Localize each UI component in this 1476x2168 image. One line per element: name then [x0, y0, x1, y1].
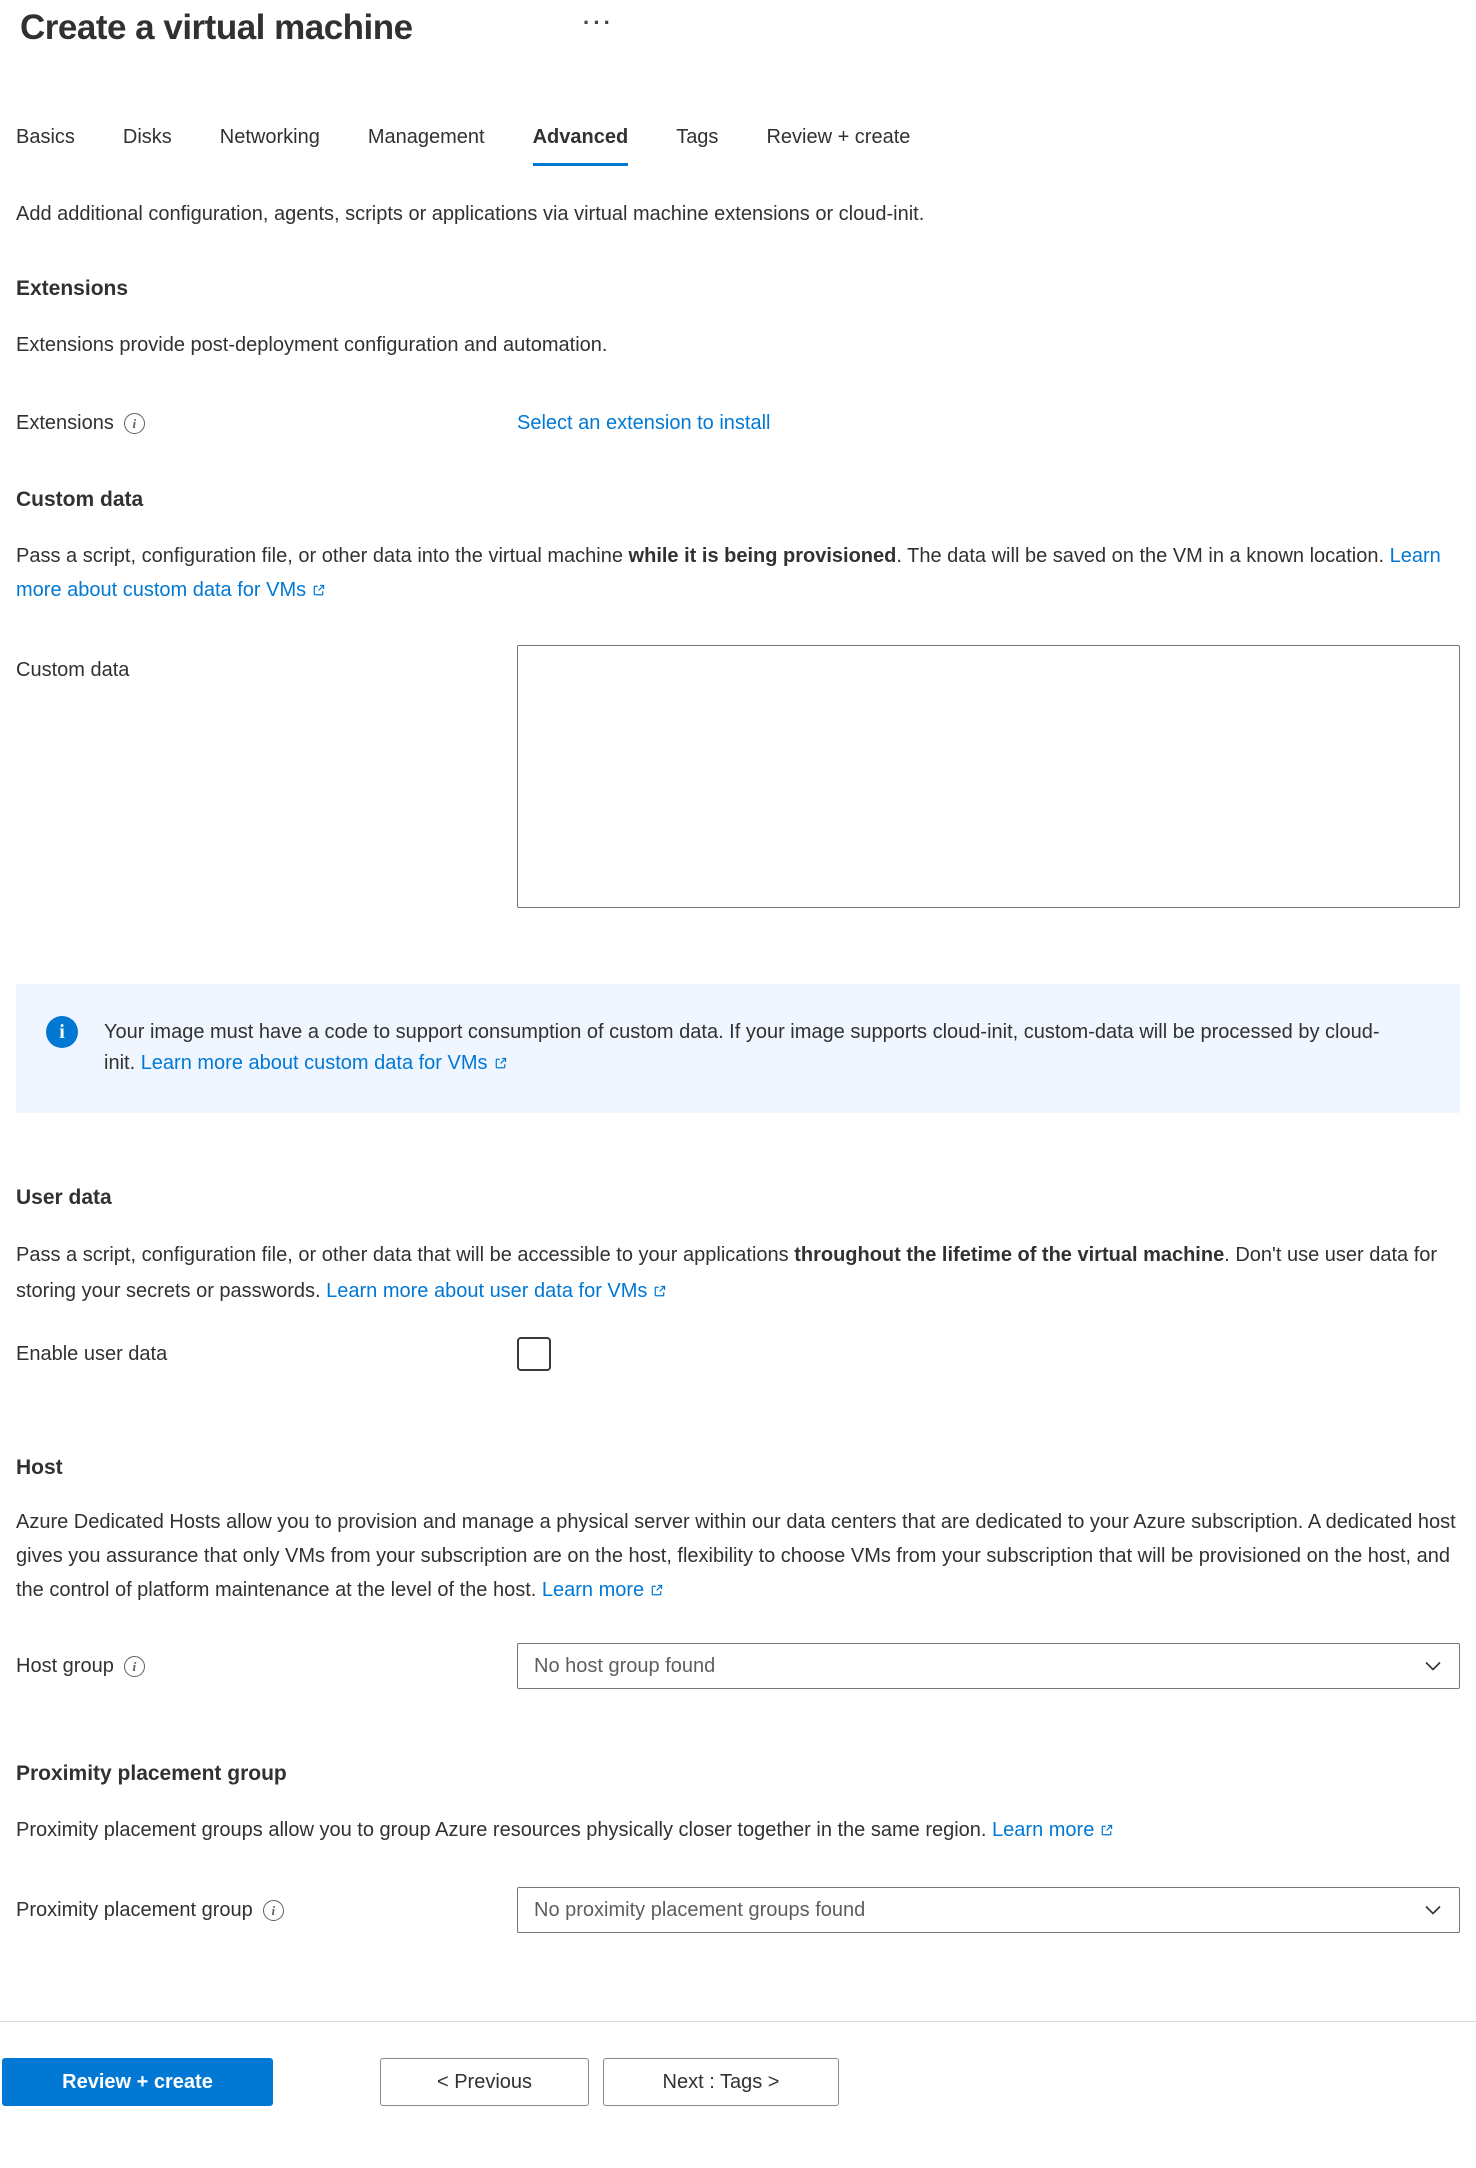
host-group-label: Host group	[16, 1654, 114, 1677]
extensions-description: Extensions provide post-deployment configuration and automation.	[16, 334, 608, 356]
enable-user-data-control	[517, 1337, 1460, 1371]
tab-basics[interactable]: Basics	[16, 126, 75, 148]
host-group-dropdown[interactable]	[517, 1643, 1460, 1689]
ppg-description	[16, 1813, 1460, 1849]
extensions-field-label: Extensions	[16, 412, 114, 434]
tab-management[interactable]: Management	[367, 126, 485, 148]
host-heading: Host	[16, 1456, 63, 1479]
user-data-desc-text2: . Don't use user data for storing your secrets or passwords.	[16, 1244, 1438, 1302]
host-learn-more-link[interactable]: Learn more	[542, 1579, 664, 1601]
tab-disks[interactable]: Disks	[122, 126, 172, 148]
extensions-field-label-group	[16, 412, 517, 435]
external-link-icon	[652, 1275, 667, 1311]
review-create-button[interactable]: Review + create	[2, 2058, 273, 2106]
ppg-control	[517, 1887, 1460, 1933]
external-link-icon	[493, 1050, 508, 1081]
host-desc-text: Azure Dedicated Hosts allow you to provision and manage a physical server within our data centers that are dedicated to your Azure subscription. A dedicated host gives you assurance that only VMs from your subscription are on the host, flexibility to choose VMs from your subscription that will be provisioned on the host, and the control of platform maintenance at the level of the host.	[16, 1511, 1456, 1601]
info-filled-icon: i	[46, 1016, 78, 1048]
enable-user-data-row	[16, 1337, 1460, 1371]
enable-user-data-label: Enable user data	[16, 1342, 168, 1365]
enable-user-data-label-group	[16, 1343, 517, 1366]
ppg-field-row	[16, 1887, 1460, 1933]
external-link-icon	[649, 1575, 664, 1609]
host-group-field-row	[16, 1643, 1460, 1689]
banner-learn-more-link[interactable]: Learn more about custom data for VMs	[141, 1052, 508, 1074]
host-group-control	[517, 1643, 1460, 1689]
user-data-description	[16, 1237, 1460, 1311]
info-banner	[16, 984, 1460, 1113]
host-description	[16, 1505, 1460, 1609]
ppg-learn-more-link[interactable]: Learn more	[992, 1819, 1114, 1841]
host-group-label-group	[16, 1655, 517, 1678]
user-data-learn-more-link[interactable]: Learn more about user data for VMs	[326, 1280, 667, 1302]
custom-data-desc-text: Pass a script, configuration file, or other data into the virtual machine	[16, 545, 629, 567]
ppg-desc-text: Proximity placement groups allow you to group Azure resources physically closer together in the same region.	[16, 1819, 993, 1841]
chevron-down-icon	[1423, 1900, 1443, 1920]
external-link-icon	[1099, 1815, 1114, 1849]
select-extension-link[interactable]: Select an extension to install	[517, 412, 771, 434]
ppg-dropdown[interactable]	[517, 1887, 1460, 1933]
custom-data-desc-text2: . The data will be saved on the VM in a known location.	[896, 545, 1390, 567]
extensions-heading: Extensions	[16, 277, 129, 300]
custom-data-heading: Custom data	[16, 488, 144, 511]
custom-data-learn-more-link[interactable]: Learn more about custom data for VMs	[16, 545, 1441, 601]
custom-data-field-row	[16, 645, 1460, 908]
page-description: Add additional configuration, agents, scripts or applications via virtual machine extensions or cloud-init.	[16, 203, 925, 225]
custom-data-field-control	[517, 645, 1460, 908]
ppg-heading: Proximity placement group	[16, 1762, 287, 1785]
info-icon[interactable]	[124, 413, 145, 434]
custom-data-description	[16, 539, 1460, 609]
previous-button[interactable]: < Previous	[380, 2058, 589, 2106]
custom-data-desc-bold: while it is being provisioned	[628, 545, 897, 567]
info-banner-message: Your image must have a code to support consumption of custom data. If your image supports cloud-init, custom-data will be processed by cloud-init.	[104, 1021, 1380, 1074]
external-link-icon	[311, 575, 326, 609]
host-group-dropdown-value: No host group found	[534, 1654, 716, 1677]
tab-networking[interactable]: Networking	[219, 126, 320, 148]
page-title: Create a virtual machine	[20, 8, 413, 47]
info-glyph: i	[132, 1658, 137, 1674]
wizard-tabs	[16, 126, 1460, 166]
custom-data-textarea[interactable]	[517, 645, 1460, 908]
info-glyph: i	[271, 1902, 276, 1918]
tab-advanced[interactable]: Advanced	[533, 126, 629, 166]
ppg-label: Proximity placement group	[16, 1898, 253, 1921]
info-icon[interactable]	[263, 1900, 284, 1921]
custom-data-field-label: Custom data	[16, 659, 130, 681]
user-data-desc-bold: throughout the lifetime of the virtual machine	[794, 1244, 1225, 1266]
footer-actions	[2, 2058, 1460, 2106]
ppg-label-group	[16, 1899, 517, 1922]
user-data-desc-text: Pass a script, configuration file, or other data that will be accessible to your applications	[16, 1244, 795, 1266]
tab-tags[interactable]: Tags	[676, 126, 719, 148]
tab-review-create[interactable]: Review + create	[766, 126, 911, 148]
custom-data-field-label-group	[16, 645, 517, 682]
info-icon[interactable]	[124, 1656, 145, 1677]
page-header	[16, 8, 1460, 48]
more-options-button[interactable]	[583, 10, 614, 36]
ppg-dropdown-value: No proximity placement groups found	[534, 1898, 866, 1921]
extensions-field-control	[517, 412, 1460, 435]
info-banner-text	[104, 1016, 1394, 1081]
enable-user-data-checkbox[interactable]	[517, 1337, 551, 1371]
chevron-down-icon	[1423, 1656, 1443, 1676]
footer-divider	[0, 2021, 1476, 2022]
info-glyph: i	[132, 416, 137, 431]
next-tags-button[interactable]: Next : Tags >	[603, 2058, 839, 2106]
user-data-heading: User data	[16, 1186, 112, 1209]
ellipsis-icon: ···	[583, 10, 614, 35]
extensions-field-row	[16, 412, 1460, 435]
